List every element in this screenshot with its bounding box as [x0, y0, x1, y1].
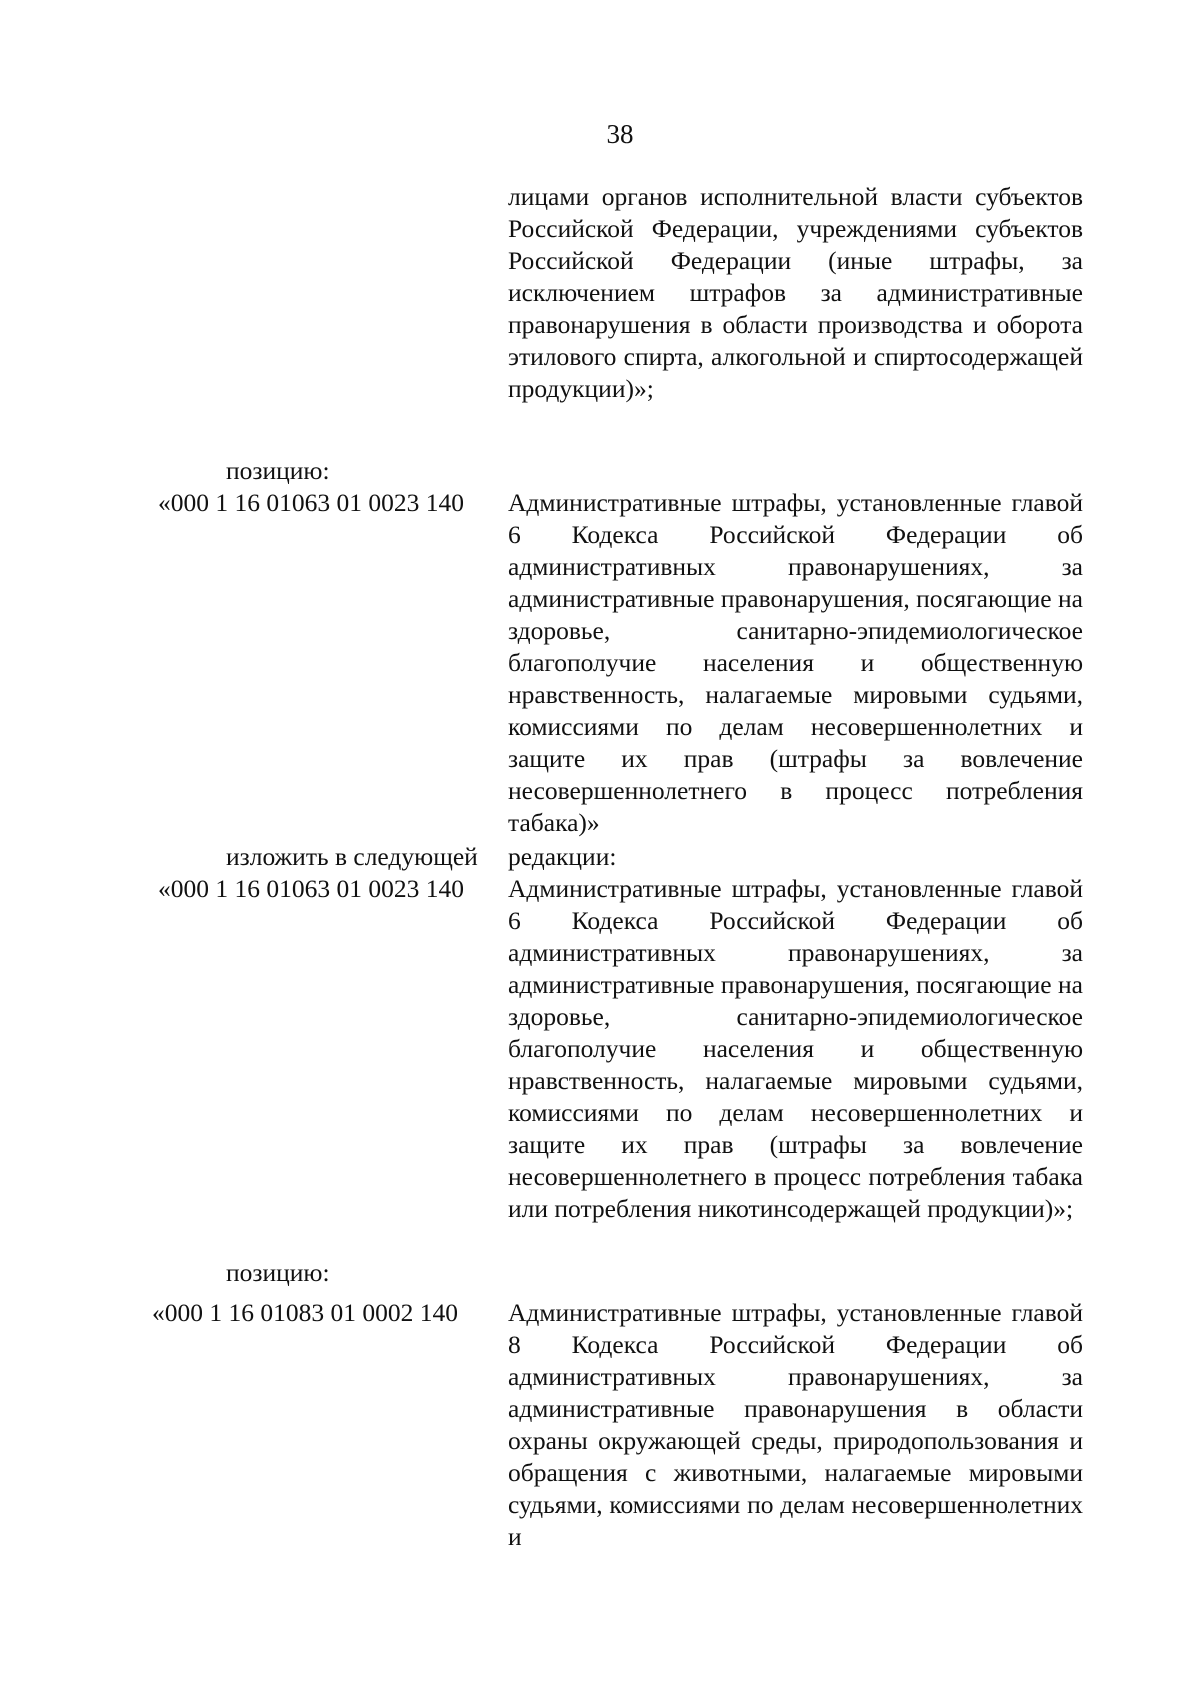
- budget-code-3: «000 1 16 01083 01 0002 140: [152, 1298, 458, 1327]
- position-label-2: позицию:: [226, 1258, 330, 1287]
- continuation-paragraph: лицами органов исполнительной власти субъектов Российской Федерации, учреждениями субъектов Российской Федерации (иные штрафы, за исключением штрафов за административные правонарушения в области производства и оборота этилового спирта, алкогольной и спиртосодержащей продукции)»;: [508, 182, 1083, 403]
- edit-instruction-label-end: редакции:: [508, 842, 617, 871]
- edit-instruction-label: изложить в следующей: [226, 842, 478, 871]
- budget-code-old: «000 1 16 01063 01 0023 140: [158, 488, 464, 517]
- entry-3-description: Административные штрафы, установленные главой 8 Кодекса Российской Федерации об административных правонарушениях, за административные правонарушения в области охраны окружающей среды, природопользования и обращения с животными, налагаемые мировыми судьями, комиссиями по делам несовершеннолетних и: [508, 1298, 1083, 1551]
- entry-new-description: Административные штрафы, установленные главой 6 Кодекса Российской Федерации об административных правонарушениях, за административные правонарушения, посягающие на здоровье, санитарно-эпидемиологическое благополучие населения и общественную нравственность, налагаемые мировыми судьями, комиссиями по делам несовершеннолетних и защите их прав (штрафы за вовлечение несовершеннолетнего в процесс потребления табака или потребления никотинсодержащей продукции)»;: [508, 874, 1083, 1223]
- position-label: позицию:: [226, 456, 330, 485]
- entry-old-description: Административные штрафы, установленные главой 6 Кодекса Российской Федерации об административных правонарушениях, за административные правонарушения, посягающие на здоровье, санитарно-эпидемиологическое благополучие населения и общественную нравственность, налагаемые мировыми судьями, комиссиями по делам несовершеннолетних и защите их прав (штрафы за вовлечение несовершеннолетнего в процесс потребления табака)»: [508, 488, 1083, 837]
- page-number: 38: [606, 119, 634, 149]
- budget-code-new: «000 1 16 01063 01 0023 140: [158, 874, 464, 903]
